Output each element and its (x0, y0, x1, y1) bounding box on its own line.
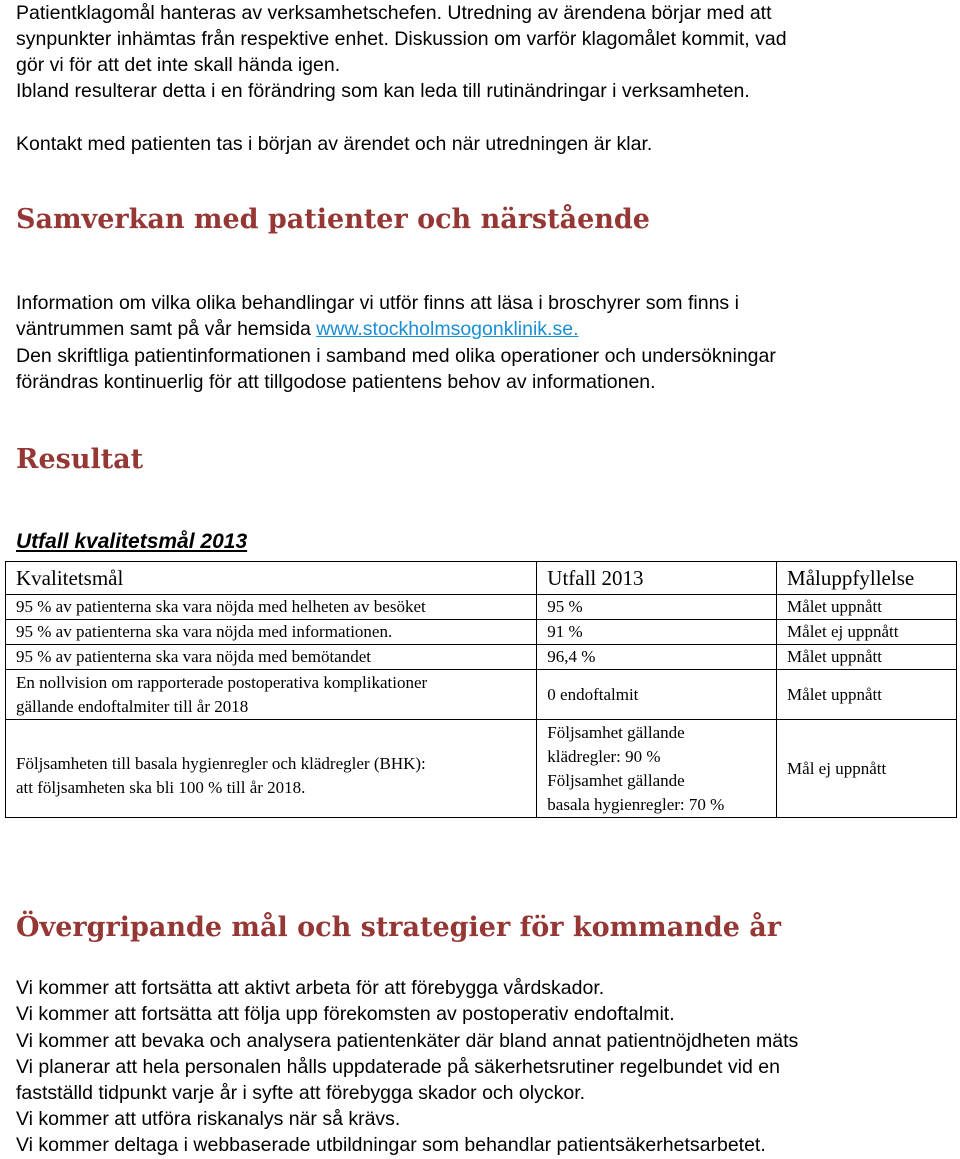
outcome-cell (537, 720, 777, 818)
intro-line-4: Ibland resulterar detta i en förändring som kan leda till rutinändringar i verksamheten. (16, 80, 750, 102)
outcome-line: Följsamhet gällande (547, 770, 685, 790)
fulfillment-cell: Målet ej uppnått (777, 620, 957, 645)
header-fulfillment: Måluppfyllelse (777, 562, 957, 595)
table-row (6, 645, 957, 670)
goal-cell: 95 % av patienterna ska vara nöjda med bemötandet (6, 645, 537, 670)
samverkan-line-2-prefix: väntrummen samt på vår hemsida (16, 318, 317, 340)
table-row (6, 720, 957, 818)
strategy-line-4: Vi planerar att hela personalen hålls uppdaterade på säkerhetsrutiner regelbundet vid en (16, 1056, 780, 1078)
outcome-cell: 0 endoftalmit (537, 670, 777, 720)
goal-cell: 95 % av patienterna ska vara nöjda med informationen. (6, 620, 537, 645)
fulfillment-cell: Målet uppnått (777, 645, 957, 670)
resultat-heading: Resultat (16, 444, 144, 475)
outcome-cell: 95 % (537, 595, 777, 620)
table-header-row (6, 562, 957, 595)
table-row (6, 670, 957, 720)
outcome-cell: 96,4 % (537, 645, 777, 670)
samverkan-line-3: Den skriftliga patientinformationen i samband med olika operationer och undersökningar (16, 345, 776, 367)
outcome-line: Följsamhet gällande (547, 722, 685, 742)
quality-goals-table (5, 561, 957, 818)
strategier-heading: Övergripande mål och strategier för kommande år (16, 912, 782, 943)
outcome-cell: 91 % (537, 620, 777, 645)
outcome-line: basala hygienregler: 70 % (547, 794, 725, 814)
intro-line-3: gör vi för att det inte skall hända igen. (16, 54, 341, 76)
strategy-line-1: Vi kommer att fortsätta att aktivt arbeta för att förebygga vårdskador. (16, 977, 605, 999)
samverkan-heading: Samverkan med patienter och närstående (16, 204, 650, 235)
fulfillment-cell: Mål ej uppnått (777, 720, 957, 818)
goal-line: En nollvision om rapporterade postoperativa komplikationer (16, 672, 428, 692)
strategy-line-5: fastställd tidpunkt varje år i syfte att förebygga skador och olyckor. (16, 1082, 586, 1104)
intro-line-1: Patientklagomål hanteras av verksamhetschefen. Utredning av ärendena börjar med att (16, 2, 772, 24)
website-link-period: . (573, 318, 579, 340)
website-link[interactable]: www.stockholmsogonklinik.se (316, 318, 574, 340)
strategy-line-6: Vi kommer att utföra riskanalys när så krävs. (16, 1108, 401, 1130)
goal-cell (6, 720, 537, 818)
header-goal: Kvalitetsmål (6, 562, 537, 595)
strategy-line-7: Vi kommer deltaga i webbaserade utbildningar som behandlar patientsäkerhetsarbetet. (16, 1134, 766, 1156)
strategy-line-3: Vi kommer att bevaka och analysera patientenkäter där bland annat patientnöjdheten mäts (16, 1030, 799, 1052)
table-row (6, 620, 957, 645)
table-subheading: Utfall kvalitetsmål 2013 (16, 530, 248, 553)
samverkan-line-1: Information om vilka olika behandlingar vi utför finns att läsa i broschyrer som finns i (16, 292, 739, 314)
strategy-line-2: Vi kommer att fortsätta att följa upp förekomsten av postoperativ endoftalmit. (16, 1003, 675, 1025)
fulfillment-cell: Målet uppnått (777, 595, 957, 620)
header-outcome: Utfall 2013 (537, 562, 777, 595)
goal-cell: 95 % av patienterna ska vara nöjda med helheten av besöket (6, 595, 537, 620)
goal-line: gällande endoftalmiter till år 2018 (16, 696, 249, 716)
outcome-line: klädregler: 90 % (547, 746, 661, 766)
goal-cell (6, 670, 537, 720)
samverkan-line-2 (16, 316, 578, 343)
fulfillment-cell: Målet uppnått (777, 670, 957, 720)
intro-line-2: synpunkter inhämtas från respektive enhet. Diskussion om varför klagomålet kommit, vad (16, 28, 787, 50)
samverkan-line-4: förändras kontinuerlig för att tillgodose patientens behov av informationen. (16, 371, 656, 393)
contact-text: Kontakt med patienten tas i början av ärendet och när utredningen är klar. (16, 133, 653, 155)
goal-line: Följsamheten till basala hygienregler och klädregler (BHK): (16, 753, 426, 773)
table-row (6, 595, 957, 620)
goal-line: att följsamheten ska bli 100 % till år 2018. (16, 777, 306, 797)
